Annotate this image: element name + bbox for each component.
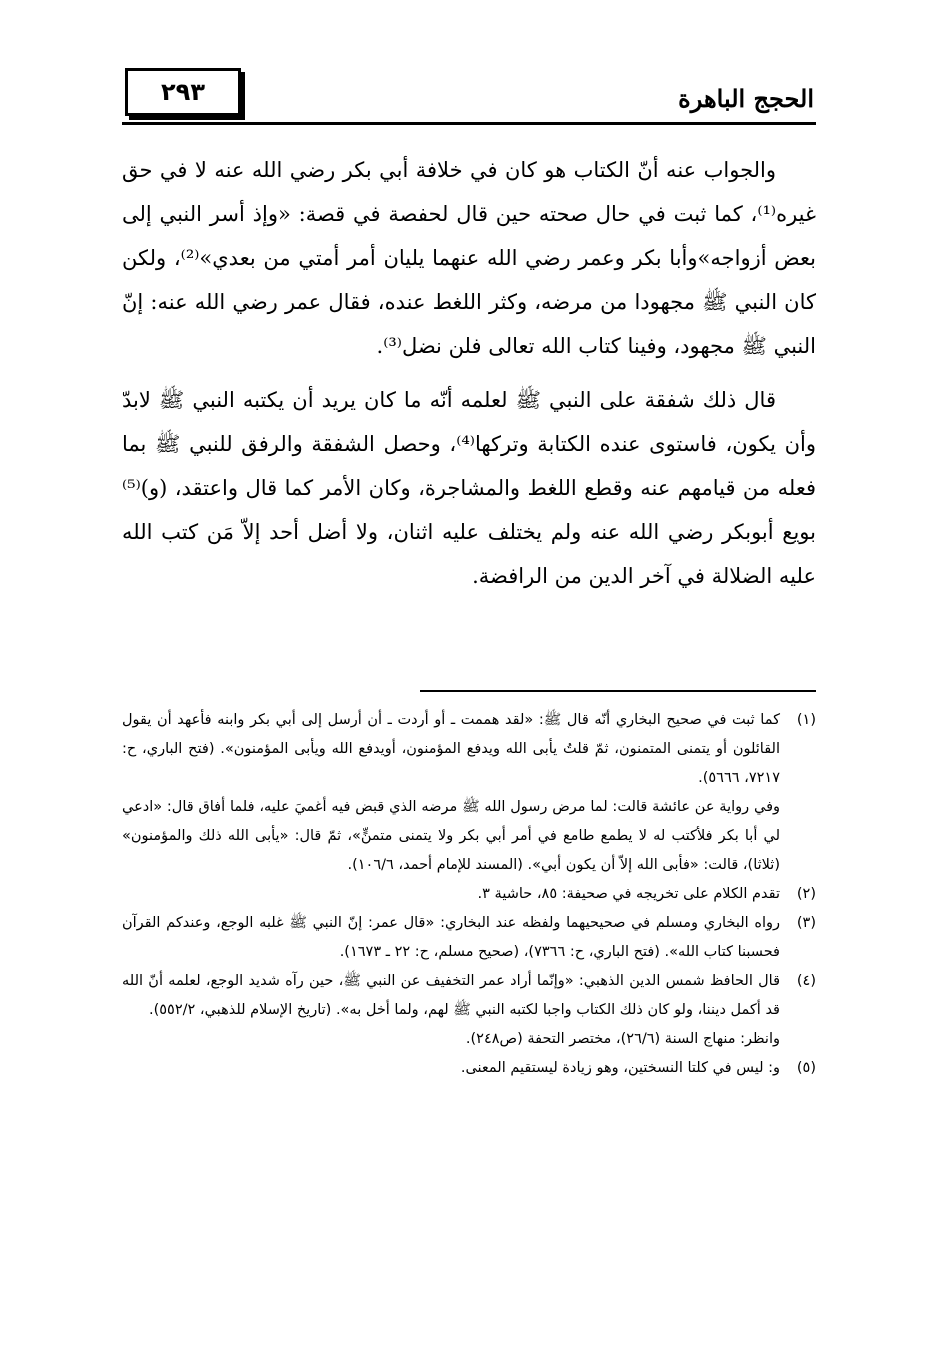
footnote-number: (٤) — [796, 973, 816, 989]
footnote-5 — [122, 1054, 816, 1083]
paragraph-2: قال ذلك شفقة على النبي ﷺ لعلمه أنّه ما كان يريد أن يكتبه النبي ﷺ لابدّ وأن يكون، فاستوى عنده الكتابة وتركها⁽⁴⁾، وحصل الشفقة والرفق للنبي ﷺ بما فعله من قيامهم عنه وقطع اللغط والمشاجرة، وكان الأمر كما قال واعتقد، (و)⁽⁵⁾ بويع أبوبكر رضي الله عنه ولم يختلف عليه اثنان، ولا أضل أحد إلاّ مَن كتب الله عليه الضلالة في آخر الدين من الرافضة. — [122, 388, 816, 588]
footnotes — [122, 706, 816, 1083]
footnote-3 — [122, 909, 816, 967]
footnote-text: رواه البخاري ومسلم في صحيحيهما ولفظه عند البخاري: «قال عمر: إنّ النبي ﷺ غلبه الوجع، وعندكم القرآن فحسبنا كتاب الله». (فتح الباري، ح: ٧٣٦٦)، (صحيح مسلم، ح: ٢٢ ـ ١٦٧٣). — [122, 915, 780, 960]
footnote-text: تقدم الكلام على تخريجه في صحيفة: ٨٥، حاشية ٣. — [477, 886, 780, 902]
footnote-text: كما ثبت في صحيح البخاري أنّه قال ﷺ: «لقد هممت ـ أو أردت ـ أن أرسل إلى أبي بكر وابنه فأعهد أن يقول القائلون أو يتمنى المتمنون، ثمّ قلتُ يأبى الله ويدفع المؤمنون، أويدفع الله ويأبى المؤمنون». (فتح الباري، ح: ٧٢١٧، ٥٦٦٦). — [122, 712, 780, 786]
footnote-number: (٥) — [796, 1060, 816, 1076]
footnote-1-continuation: وفي رواية عن عائشة قالت: لما مرض رسول الله ﷺ مرضه الذي قبض فيه أغميَ عليه، فلما أفاق قال: «ادعي لي أبا بكر فلأكتب له لا يطمع طامع في أمر أبي بكر ولا يتمنى متمنٍّ»، ثمّ قال: «يأبى الله ذلك والمؤمنون» (ثلاثا)، قالت: «فأبى الله إلاّ أن يكون أبي». (المسند للإمام أحمد، ١٠٦/٦). — [122, 799, 780, 873]
running-title: الحجج الباهرة — [678, 84, 814, 113]
footnote-4-continuation: وانظر: منهاج السنة (٢٦/٦)، مختصر التحفة (ص٢٤٨). — [465, 1031, 780, 1047]
page-number: ٢٩٣ — [125, 68, 241, 116]
header-rule — [122, 122, 816, 125]
footnote-number: (٢) — [796, 886, 816, 902]
footnote-4 — [122, 967, 816, 1025]
main-text — [122, 148, 816, 608]
footnote-text: و: ليس في كلتا النسختين، وهو زيادة ليستقيم المعنى. — [460, 1060, 780, 1076]
footnote-text: قال الحافظ شمس الدين الذهبي: «وإنّما أراد عمر التخفيف عن النبي ﷺ، حين رآه شديد الوجع، لعلمه أنّ الله قد أكمل ديننا، ولو كان ذلك الكتاب واجبا لكتبه النبي ﷺ لهم، ولما أخل به». (تاريخ الإسلام للذهبي، ٥٥٢/٢). — [122, 973, 780, 1018]
footnote-number: (٣) — [796, 915, 816, 931]
footnote-2 — [122, 880, 816, 909]
footnote-separator — [420, 690, 816, 692]
footnote-1 — [122, 706, 816, 793]
paragraph-1: والجواب عنه أنّ الكتاب هو كان في خلافة أبي بكر رضي الله عنه لا في حق غيره⁽¹⁾، كما ثبت في حال صحته حين قال لحفصة في قصة: «وإذ أسر النبي إلى بعض أزواجه»وأبا بكر وعمر رضي الله عنهما يليان أمر أمتي من بعدي»⁽²⁾، ولكن كان النبي ﷺ مجهودا من مرضه، وكثر اللغط عنده، فقال عمر رضي الله عنه: إنّ النبي ﷺ مجهود، وفينا كتاب الله تعالى فلن نضل⁽³⁾. — [122, 158, 817, 358]
footnote-number: (١) — [796, 712, 816, 728]
